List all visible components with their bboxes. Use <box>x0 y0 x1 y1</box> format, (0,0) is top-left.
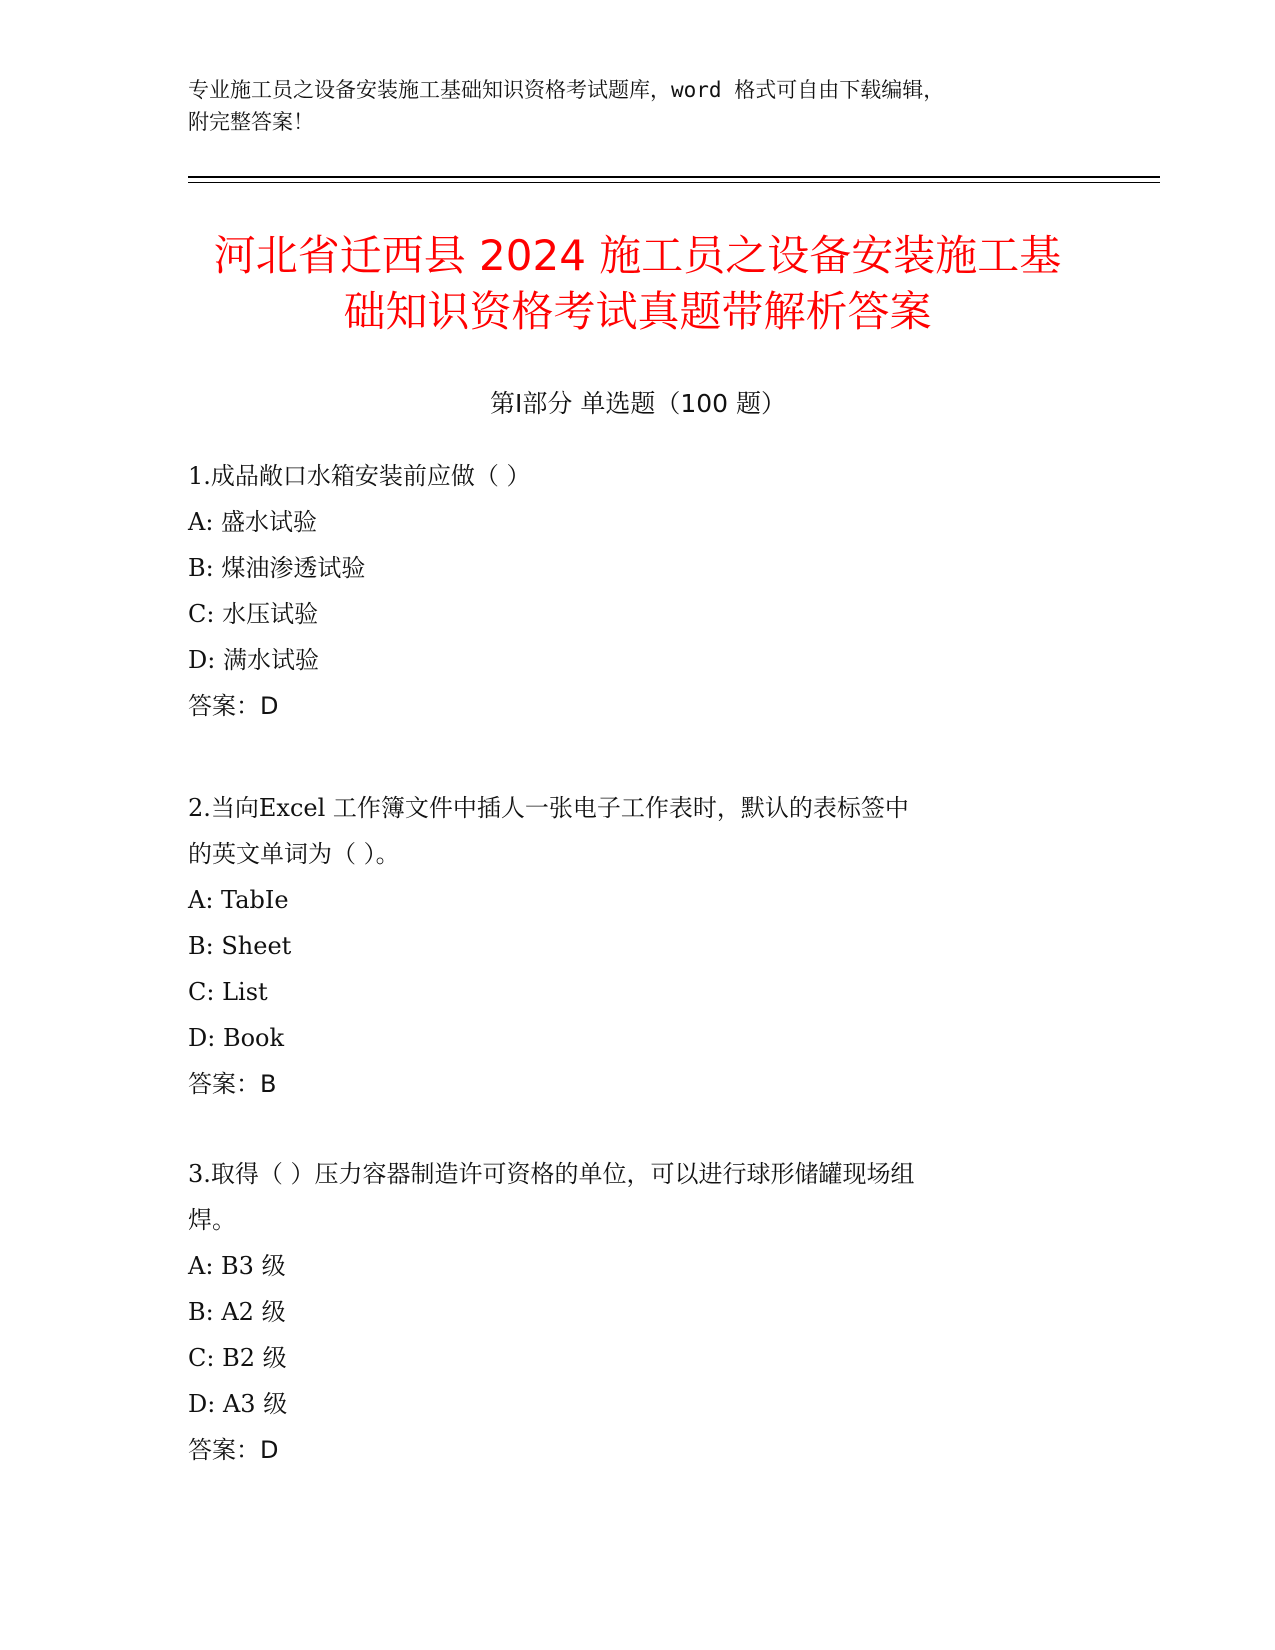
option-a: A: TabIe <box>188 886 289 914</box>
option-a: A: B3 级 <box>188 1252 286 1280</box>
header-divider-thin <box>188 182 1160 183</box>
question-stem-line: 2.当向Excel 工作簿文件中插人一张电子工作表时，默认的表标签中 <box>188 794 909 822</box>
header-note-line2: 附完整答案！ <box>188 110 314 134</box>
option-b: B: Sheet <box>188 932 292 960</box>
header-divider-thick <box>188 176 1160 178</box>
header-note <box>188 74 1088 138</box>
question-stem-line: 1.成品敞口水箱安装前应做（ ） <box>188 462 531 490</box>
question-stem-line: 焊。 <box>188 1206 236 1234</box>
answer: 答案：B <box>188 1070 277 1098</box>
option-c: C: 水压试验 <box>188 600 319 628</box>
question-stem-line: 的英文单词为（ ）。 <box>188 840 400 868</box>
option-b: B: A2 级 <box>188 1298 286 1326</box>
document-title <box>100 228 1175 340</box>
question-1 <box>188 453 1088 729</box>
header-note-line1: 专业施工员之设备安装施工基础知识资格考试题库，word 格式可自由下载编辑， <box>188 78 945 102</box>
option-c: C: B2 级 <box>188 1344 287 1372</box>
option-d: D: 满水试验 <box>188 646 319 674</box>
question-stem <box>188 785 1088 877</box>
question-2 <box>188 785 1088 1107</box>
section-title: 第Ⅰ部分 单选题（100 题） <box>490 389 786 418</box>
question-stem <box>188 453 1088 499</box>
document-title-line1: 河北省迁西县 2024 施工员之设备安装施工基 <box>213 231 1062 280</box>
option-b: B: 煤油渗透试验 <box>188 554 366 582</box>
option-d: D: A3 级 <box>188 1390 288 1418</box>
answer: 答案：D <box>188 692 279 720</box>
question-3 <box>188 1151 1088 1473</box>
question-stem-line: 3.取得（ ）压力容器制造许可资格的单位，可以进行球形储罐现场组 <box>188 1160 915 1188</box>
option-c: C: List <box>188 978 268 1006</box>
answer: 答案：D <box>188 1436 279 1464</box>
option-a: A: 盛水试验 <box>188 508 318 536</box>
option-d: D: Book <box>188 1024 285 1052</box>
document-title-line2: 础知识资格考试真题带解析答案 <box>343 287 932 336</box>
question-stem <box>188 1151 1088 1243</box>
